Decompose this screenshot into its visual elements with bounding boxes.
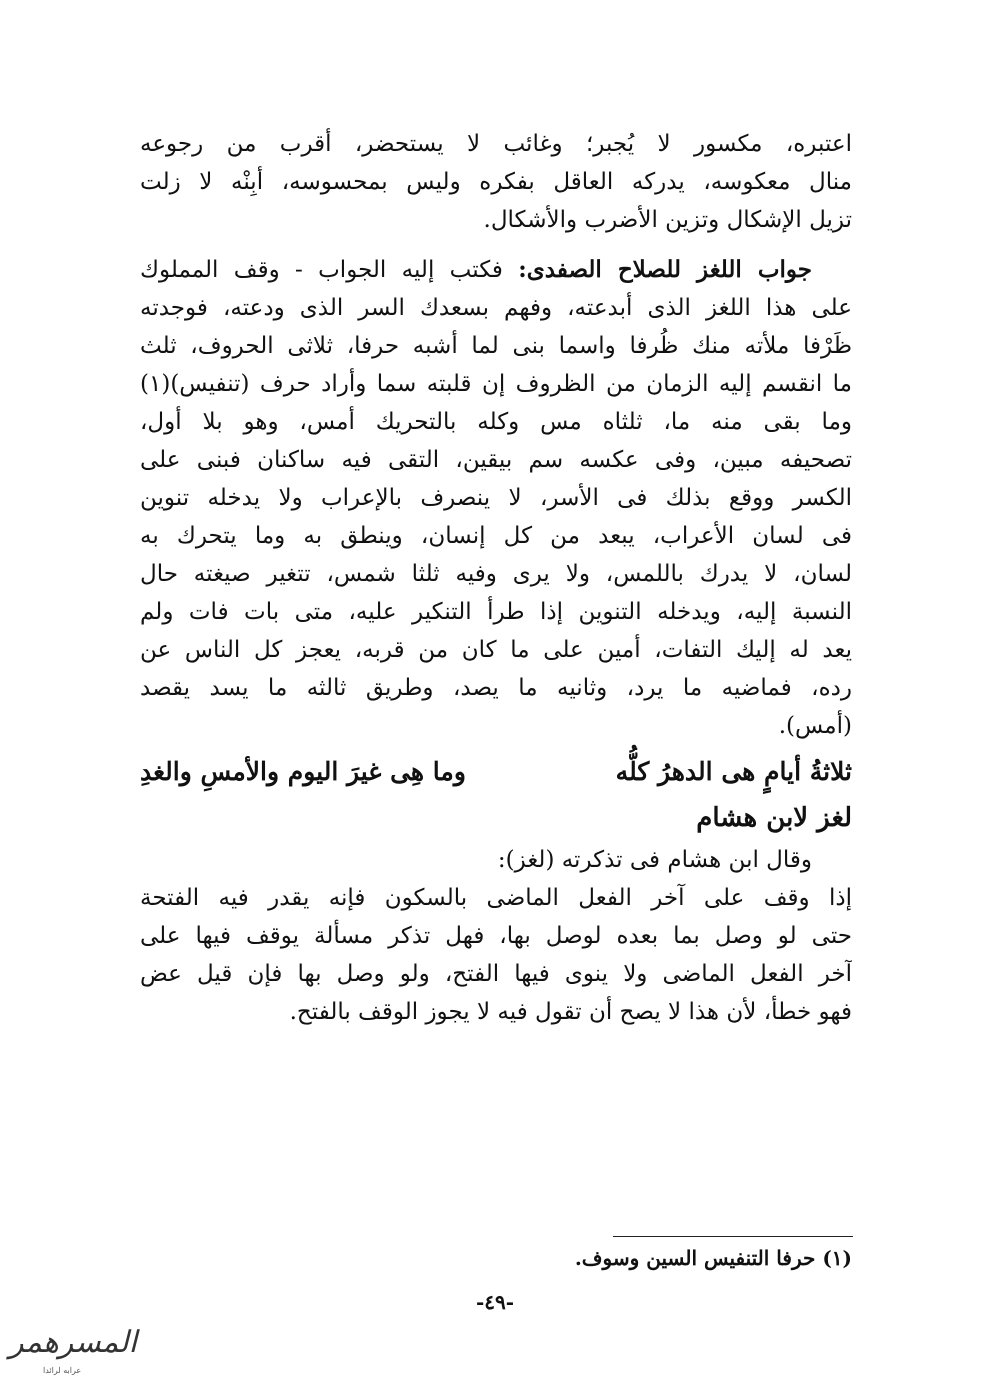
section-title: لغز لابن هشام [696, 803, 852, 833]
text-line: الكسر ووقع بذلك فى الأسر، لا ينصرف بالإعراب ولا يدخله تنوين [140, 485, 852, 511]
text-line: ما انقسم إليه الزمان من الظروف إن قلبته سما وأراد حرف (تنفيس)(١) [140, 371, 852, 397]
text-line: على هذا اللغز الذى أبدعته، وفهم بسعدك السر الذى ودعته، فوجدته [140, 295, 852, 321]
text-line: رده، فماضيه ما يرد، وثانيه ما يصد، وطريق ثالثه ما يسد يقصد [140, 675, 852, 701]
text-line: وقال ابن هشام فى تذكرته (لغز): [497, 847, 812, 873]
footnote-divider [613, 1236, 853, 1237]
answer-heading: جواب اللغز للصلاح الصفدى: [518, 256, 812, 283]
text-line: منال معكوسه، يدركه العاقل بفكره وليس بمحسوسه، أبِنْه لا زلت [140, 169, 852, 195]
text-line: حتى لو وصل بما بعده لوصل بها، فهل تذكر مسألة يوقف فيها على [140, 923, 852, 949]
answer-line-start: فكتب إليه الجواب - وقف المملوك [140, 257, 519, 283]
text-line: فهو خطأ، لأن هذا لا يصح أن تقول فيه لا يجوز الوقف بالفتح. [289, 999, 852, 1025]
stamp-subtext: عرابه لرائدا [43, 1366, 82, 1375]
text-line: وما بقى منه ما، ثلثاه مس وكله بالتحريك أمس، وهو بلا أول، [140, 409, 852, 435]
page-number: -٤٩- [475, 1290, 515, 1314]
stamp-text: المسرهمر [9, 1325, 137, 1360]
text-line: اعتبره، مكسور لا يُجبر؛ وغائب لا يستحضر، أقرب من رجوعه [140, 131, 852, 157]
footnote: (١) حرفا التنفيس السين وسوف. [574, 1246, 852, 1270]
text-line: تصحيفه مبين، وفى عكسه سم بيقين، التقى فيه ساكنان فبنى على [140, 447, 852, 473]
text-line: النسبة إليه، ويدخله التنوين إذا طرأ التنكير عليه، متى بات فات ولم [140, 599, 852, 625]
text-line: ظَرْفا ملأته منك ظُرفا واسما بنى لما أشبه حرفا، ثلاثى الحروف، ثلث [140, 333, 852, 359]
answer-first-line [140, 251, 852, 289]
text-line: فى لسان الأعراب، يبعد من كل إنسان، وينطق به وما يتحرك به [140, 523, 852, 549]
poem-verse [140, 749, 852, 795]
text-line: (أمس). [778, 713, 852, 739]
text-line: تزيل الإشكال وتزين الأضرب والأشكال. [483, 207, 852, 233]
verse-second-hemistich: وما هِى غيرَ اليوم والأمسِ والغدِ [140, 757, 466, 786]
page-body [140, 125, 852, 1031]
text-line: آخر الفعل الماضى ولا ينوى فيها الفتح، ولو وصل بها فإن قيل عض [140, 961, 852, 987]
library-stamp-logo [8, 1318, 138, 1388]
verse-first-hemistich: ثلاثةُ أيامٍ هى الدهرُ كلُّه [615, 757, 852, 786]
text-line: إذا وقف على آخر الفعل الماضى بالسكون فإنه يقدر فيه الفتحة [140, 885, 852, 911]
text-line: لسان، لا يدرك باللمس، ولا يرى وفيه ثلثا شمس، تتغير صيغته حال [140, 561, 852, 587]
text-line: يعد له إليك التفات، أمين على ما كان من قربه، يعجز كل الناس عن [140, 637, 852, 663]
